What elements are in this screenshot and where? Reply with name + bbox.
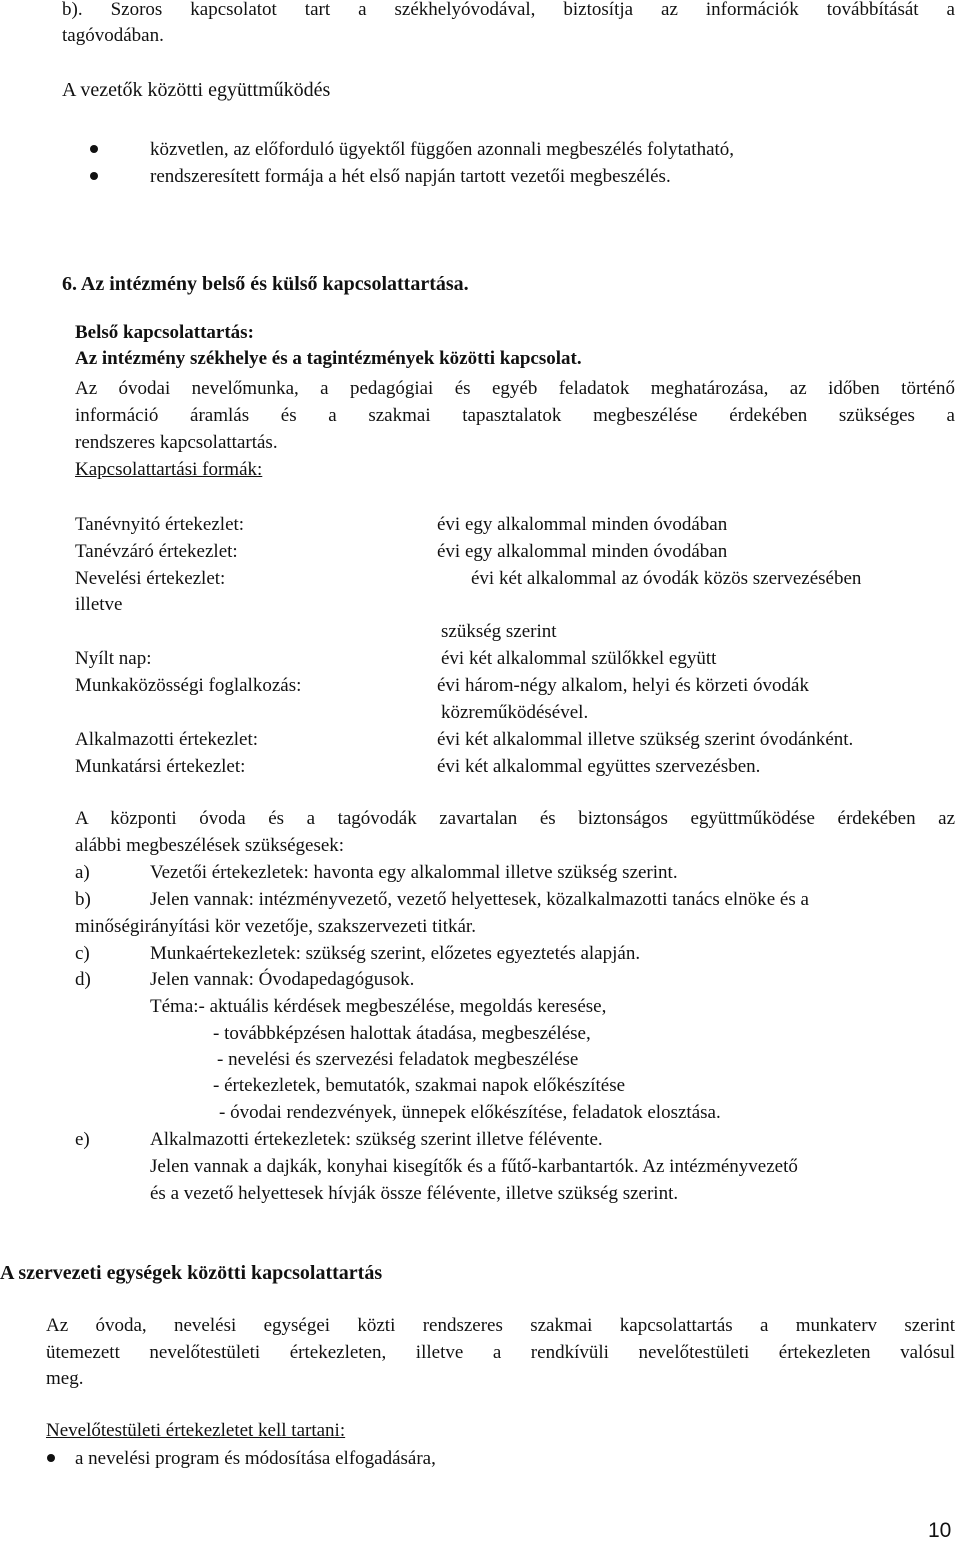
tema-item: - továbbképzésen halottak átadása, megbeszélése, bbox=[213, 1023, 591, 1044]
form-value: évi két alkalommal az óvodák közös szervezésében bbox=[471, 568, 862, 589]
form-value: közreműködésével. bbox=[441, 702, 589, 723]
meeting-b-text: Jelen vannak: intézményvezető, vezető helyettesek, közalkalmazotti tanács elnöke és a bbox=[150, 889, 809, 910]
section-6-para-2: információ áramlás és a szakmai tapasztalatok megbeszélése érdekében szükséges a bbox=[75, 405, 955, 426]
staff-bullet-1: a nevelési program és módosítása elfogadására, bbox=[75, 1448, 436, 1469]
meeting-c-text: Munkaértekezletek: szükség szerint, előzetes egyeztetés alapján. bbox=[150, 943, 641, 964]
form-value: évi egy alkalommal minden óvodában bbox=[437, 514, 728, 535]
bullet-icon bbox=[90, 172, 98, 180]
form-label: illetve bbox=[75, 594, 123, 615]
bullet-icon bbox=[47, 1454, 55, 1462]
form-label: Nevelési értekezlet: bbox=[75, 568, 226, 589]
tema-item: - nevelési és szervezési feladatok megbeszélése bbox=[217, 1049, 579, 1070]
form-label: Munkaközösségi foglalkozás: bbox=[75, 675, 302, 696]
tema-line: Téma:- aktuális kérdések megbeszélése, megoldás keresése, bbox=[150, 996, 607, 1017]
leaders-bullet-1: közvetlen, az előforduló ügyektől függően azonnali megbeszélés folytatható, bbox=[150, 139, 735, 160]
section-6-para-1: Az óvodai nevelőmunka, a pedagógiai és egyéb feladatok meghatározása, az időben történő bbox=[75, 378, 955, 399]
meeting-d-text: Jelen vannak: Óvodapedagógusok. bbox=[150, 969, 415, 990]
staff-heading: Nevelőtestületi értekezletet kell tartani: bbox=[46, 1420, 346, 1441]
meeting-marker: b) bbox=[75, 889, 91, 910]
form-label: Munkatársi értekezlet: bbox=[75, 756, 246, 777]
units-para-1: Az óvoda, nevelési egységei közti rendszeres szakmai kapcsolattartás a munkaterv szerint bbox=[46, 1315, 955, 1336]
leaders-bullet-2: rendszeresített formája a hét első napján tartott vezetői megbeszélés. bbox=[150, 166, 671, 187]
units-para-3: meg. bbox=[46, 1368, 84, 1389]
form-label: Tanévzáró értekezlet: bbox=[75, 541, 238, 562]
meetings-intro-1: A központi óvoda és a tagóvodák zavartalan és biztonságos együttműködése érdekében az bbox=[75, 808, 955, 829]
meeting-b-text-2: minőségirányítási kör vezetője, szakszervezeti titkár. bbox=[75, 916, 476, 937]
intro-line-1: b). Szoros kapcsolatot tart a székhelyóvodával, biztosítja az információk továbbítását a bbox=[62, 0, 955, 20]
form-label: Alkalmazotti értekezlet: bbox=[75, 729, 259, 750]
form-value: szükség szerint bbox=[441, 621, 557, 642]
intro-line-2: tagóvodában. bbox=[62, 25, 164, 46]
meeting-marker: c) bbox=[75, 943, 90, 964]
section-6-para-3: rendszeres kapcsolattartás. bbox=[75, 432, 278, 453]
form-value: évi két alkalommal szülőkkel együtt bbox=[441, 648, 717, 669]
meeting-marker: e) bbox=[75, 1129, 90, 1150]
internal-subheading: Az intézmény székhelye és a tagintézmények közötti kapcsolat. bbox=[75, 348, 582, 369]
tema-item: - óvodai rendezvények, ünnepek előkészítése, feladatok elosztása. bbox=[219, 1102, 721, 1123]
form-value: évi egy alkalommal minden óvodában bbox=[437, 541, 728, 562]
meeting-e-text-3: és a vezető helyettesek hívják össze félévente, illetve szükség szerint. bbox=[150, 1183, 679, 1204]
form-value: évi három-négy alkalom, helyi és körzeti óvodák bbox=[437, 675, 809, 696]
meeting-e-text-2: Jelen vannak a dajkák, konyhai kisegítők és a fűtő-karbantartók. Az intézményvezető bbox=[150, 1156, 798, 1177]
meeting-a-text: Vezetői értekezletek: havonta egy alkalommal illetve szükség szerint. bbox=[150, 862, 678, 883]
bullet-icon bbox=[90, 145, 98, 153]
form-label: Nyílt nap: bbox=[75, 648, 152, 669]
form-label: Tanévnyitó értekezlet: bbox=[75, 514, 245, 535]
internal-heading: Belső kapcsolattartás: bbox=[75, 322, 254, 343]
forms-heading: Kapcsolattartási formák: bbox=[75, 459, 263, 480]
meeting-marker: d) bbox=[75, 969, 91, 990]
meetings-intro-2: alábbi megbeszélések szükségesek: bbox=[75, 835, 345, 856]
form-value: évi két alkalommal együttes szervezésben. bbox=[437, 756, 761, 777]
section-6-heading: 6. Az intézmény belső és külső kapcsolattartása. bbox=[62, 273, 469, 295]
units-para-2: ütemezett nevelőtestületi értekezleten, illetve a rendkívüli nevelőtestületi értekezleten valósul bbox=[46, 1342, 955, 1363]
units-heading: A szervezeti egységek közötti kapcsolattartás bbox=[0, 1262, 383, 1284]
tema-item: - értekezletek, bemutatók, szakmai napok előkészítése bbox=[213, 1075, 626, 1096]
meeting-marker: a) bbox=[75, 862, 90, 883]
meeting-e-text: Alkalmazotti értekezletek: szükség szerint illetve félévente. bbox=[150, 1129, 603, 1150]
leaders-heading: A vezetők közötti együttműködés bbox=[62, 79, 331, 101]
form-value: évi két alkalommal illetve szükség szerint óvodánként. bbox=[437, 729, 854, 750]
page-number: 10 bbox=[928, 1519, 952, 1542]
